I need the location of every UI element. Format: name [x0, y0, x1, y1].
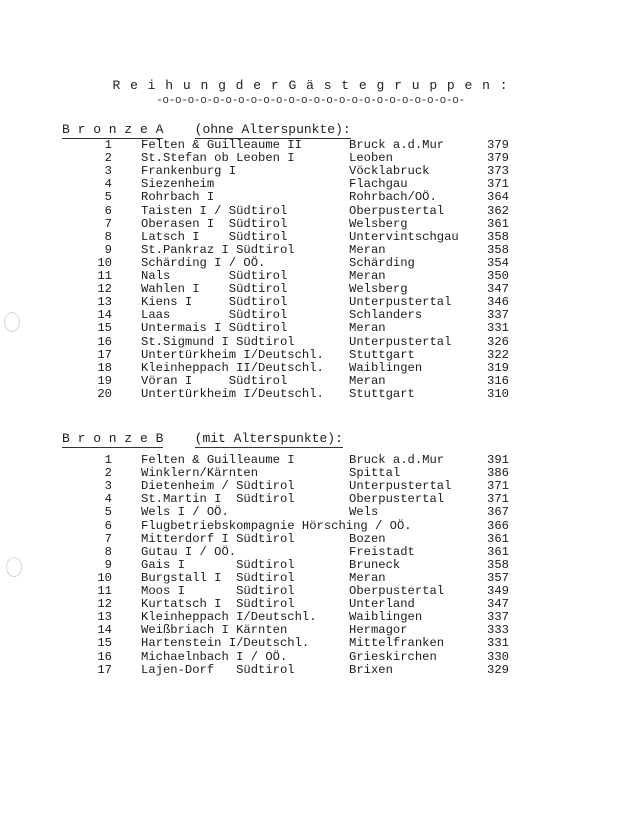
points-cell: 379: [487, 138, 509, 152]
points-cell: 330: [487, 649, 509, 664]
rank-cell: 5: [104, 190, 112, 205]
page-title: R e i h u n g d e r G ä s t e g r u p p e n :: [112, 78, 509, 93]
points-cell: 379: [487, 151, 509, 166]
place-cell: Wels: [349, 505, 379, 520]
rank-cell: 4: [104, 177, 112, 192]
place-cell: Rohrbach/OÖ.: [349, 190, 437, 205]
table-row: [0, 480, 621, 493]
rank-cell: 3: [104, 164, 112, 179]
club-cell: Kiens I Südtirol: [141, 295, 288, 310]
rank-cell: 20: [97, 386, 112, 401]
points-cell: 331: [487, 321, 509, 336]
club-cell: Flugbetriebskompagnie Hörsching / OÖ.: [141, 518, 412, 533]
table-row: [0, 651, 621, 664]
club-cell: Weißbriach I Kärnten: [141, 623, 288, 638]
rank-cell: 9: [104, 557, 112, 572]
points-cell: 316: [487, 373, 509, 388]
rank-cell: 7: [104, 531, 112, 546]
club-cell: St.Martin I Südtirol: [141, 492, 295, 507]
club-cell: St.Sigmund I Südtirol: [141, 334, 295, 349]
club-cell: St.Stefan ob Leoben I: [141, 151, 295, 166]
table-row: [0, 362, 621, 375]
points-cell: 361: [487, 216, 509, 231]
rank-cell: 6: [104, 518, 112, 533]
table-row: [0, 309, 621, 322]
points-cell: 364: [487, 190, 509, 205]
rank-cell: 16: [97, 649, 112, 664]
points-cell: 386: [487, 466, 509, 481]
place-cell: Leoben: [349, 151, 393, 166]
section-heading: [62, 431, 343, 446]
decorative-divider: -o-o-o-o-o-o-o-o-o-o-o-o-o-o-o-o-o-o-o-o-o-o-o-o-: [156, 95, 465, 107]
club-cell: Untertürkheim I/Deutschl.: [141, 386, 324, 401]
club-cell: Mitterdorf I Südtirol: [141, 531, 295, 546]
section-heading: [62, 122, 351, 137]
club-cell: Untertürkheim I/Deutschl.: [141, 347, 324, 362]
club-cell: Burgstall I Südtirol: [141, 570, 295, 585]
rank-cell: 7: [104, 216, 112, 231]
club-cell: Latsch I Südtirol: [141, 229, 288, 244]
rank-cell: 3: [104, 479, 112, 494]
points-cell: 346: [487, 295, 509, 310]
table-row: [0, 572, 621, 585]
place-cell: Mittelfranken: [349, 636, 445, 651]
place-cell: Unterpustertal: [349, 295, 452, 310]
rank-cell: 13: [97, 610, 112, 625]
club-cell: Frankenburg I: [141, 164, 237, 179]
place-cell: Meran: [349, 373, 386, 388]
place-cell: Meran: [349, 321, 386, 336]
rank-cell: 18: [97, 360, 112, 375]
club-cell: Gutau I / OÖ.: [141, 544, 237, 559]
table-row: [0, 283, 621, 296]
table-row: [0, 257, 621, 270]
club-cell: Taisten I / Südtirol: [141, 203, 288, 218]
club-cell: Felten & Guilleaume I: [141, 453, 295, 467]
club-cell: Kleinheppach I/Deutschl.: [141, 610, 317, 625]
rank-cell: 10: [97, 255, 112, 270]
section-heading-label: B r o n z e B: [62, 431, 164, 446]
place-cell: Meran: [349, 570, 386, 585]
place-cell: Schlanders: [349, 308, 423, 323]
table-row: [0, 191, 621, 204]
rank-cell: 13: [97, 295, 112, 310]
table-row: [0, 598, 621, 611]
table-row: [0, 349, 621, 362]
rank-cell: 16: [97, 334, 112, 349]
table-row: [0, 270, 621, 283]
club-cell: Dietenheim / Südtirol: [141, 479, 295, 494]
rank-cell: 15: [97, 321, 112, 336]
points-cell: 362: [487, 203, 509, 218]
points-cell: 319: [487, 360, 509, 375]
club-cell: Gais I Südtirol: [141, 557, 295, 572]
table-row: [0, 559, 621, 572]
table-row: [0, 664, 621, 677]
rank-cell: 6: [104, 203, 112, 218]
rank-cell: 8: [104, 229, 112, 244]
points-cell: 371: [487, 492, 509, 507]
place-cell: Freistadt: [349, 544, 415, 559]
place-cell: Meran: [349, 269, 386, 283]
club-cell: Felten & Guilleaume II: [141, 138, 302, 152]
place-cell: Bruck a.d.Mur: [349, 453, 445, 467]
points-cell: 358: [487, 242, 509, 257]
place-cell: Welsberg: [349, 282, 408, 297]
rank-cell: 1: [104, 453, 112, 467]
table-row: [0, 205, 621, 218]
points-cell: 354: [487, 255, 509, 270]
place-cell: Flachgau: [349, 177, 408, 192]
rank-cell: 2: [104, 151, 112, 166]
rank-cell: 1: [104, 138, 112, 152]
table-row: [0, 506, 621, 519]
table-row: [0, 231, 621, 244]
section-heading-note: (ohne Alterspunkte):: [194, 122, 351, 137]
table-row: [0, 624, 621, 637]
section-heading-note: (mit Alterspunkte):: [194, 431, 343, 446]
rank-cell: 12: [97, 282, 112, 297]
points-cell: 366: [487, 518, 509, 533]
rank-cell: 2: [104, 466, 112, 481]
points-cell: 367: [487, 505, 509, 520]
points-cell: 358: [487, 557, 509, 572]
table-row: [0, 611, 621, 624]
place-cell: Grieskirchen: [349, 649, 437, 664]
club-cell: Laas Südtirol: [141, 308, 288, 323]
points-cell: 322: [487, 347, 509, 362]
rank-cell: 4: [104, 492, 112, 507]
rank-cell: 14: [97, 308, 112, 323]
points-cell: 371: [487, 177, 509, 192]
club-cell: Untermais I Südtirol: [141, 321, 288, 336]
club-cell: Wels I / OÖ.: [141, 505, 229, 520]
rank-cell: 11: [97, 584, 112, 598]
table-row: [0, 139, 621, 152]
place-cell: Bruck a.d.Mur: [349, 138, 445, 152]
club-cell: Michaelnbach I / OÖ.: [141, 649, 288, 664]
table-row: [0, 467, 621, 480]
points-cell: 347: [487, 597, 509, 612]
place-cell: Unterland: [349, 597, 415, 612]
club-cell: St.Pankraz I Südtirol: [141, 242, 295, 257]
rank-cell: 12: [97, 597, 112, 612]
place-cell: Oberpustertal: [349, 492, 445, 507]
place-cell: Meran: [349, 242, 386, 257]
place-cell: Stuttgart: [349, 386, 415, 401]
points-cell: 331: [487, 636, 509, 651]
points-cell: 350: [487, 269, 509, 283]
table-row: [0, 336, 621, 349]
points-cell: 329: [487, 662, 509, 677]
table-row: [0, 388, 621, 401]
place-cell: Vöcklabruck: [349, 164, 430, 179]
table-row: [0, 585, 621, 598]
club-cell: Nals Südtirol: [141, 269, 288, 283]
rank-cell: 11: [97, 269, 112, 283]
place-cell: Brixen: [349, 662, 393, 677]
place-cell: Welsberg: [349, 216, 408, 231]
place-cell: Hermagor: [349, 623, 408, 638]
rank-cell: 17: [97, 347, 112, 362]
place-cell: Unterpustertal: [349, 334, 452, 349]
points-cell: 310: [487, 386, 509, 401]
club-cell: Lajen-Dorf Südtirol: [141, 662, 295, 677]
club-cell: Winklern/Kärnten: [141, 466, 259, 481]
table-row: [0, 244, 621, 257]
place-cell: Waiblingen: [349, 610, 423, 625]
place-cell: Bruneck: [349, 557, 401, 572]
club-cell: Kurtatsch I Südtirol: [141, 597, 295, 612]
place-cell: Oberpustertal: [349, 584, 445, 598]
rank-cell: 19: [97, 373, 112, 388]
place-cell: Schärding: [349, 255, 415, 270]
points-cell: 347: [487, 282, 509, 297]
place-cell: Bozen: [349, 531, 386, 546]
table-row: [0, 454, 621, 467]
points-cell: 333: [487, 623, 509, 638]
points-cell: 349: [487, 584, 509, 598]
rank-cell: 17: [97, 662, 112, 677]
points-cell: 357: [487, 570, 509, 585]
rank-cell: 8: [104, 544, 112, 559]
section-heading-label: B r o n z e A: [62, 122, 164, 137]
table-row: [0, 520, 621, 533]
points-cell: 361: [487, 544, 509, 559]
table-row: [0, 322, 621, 335]
rank-cell: 15: [97, 636, 112, 651]
place-cell: Untervintschgau: [349, 229, 459, 244]
points-cell: 373: [487, 164, 509, 179]
place-cell: Waiblingen: [349, 360, 423, 375]
rank-cell: 14: [97, 623, 112, 638]
place-cell: Oberpustertal: [349, 203, 445, 218]
rank-cell: 10: [97, 570, 112, 585]
table-row: [0, 493, 621, 506]
table-row: [0, 152, 621, 165]
place-cell: Unterpustertal: [349, 479, 452, 494]
club-cell: Schärding I / OÖ.: [141, 255, 266, 270]
points-cell: 358: [487, 229, 509, 244]
club-cell: Moos I Südtirol: [141, 584, 295, 598]
table-row: [0, 546, 621, 559]
table-row: [0, 637, 621, 650]
club-cell: Kleinheppach II/Deutschl.: [141, 360, 324, 375]
points-cell: 337: [487, 308, 509, 323]
place-cell: Spittal: [349, 466, 401, 481]
club-cell: Wahlen I Südtirol: [141, 282, 288, 297]
points-cell: 361: [487, 531, 509, 546]
points-cell: 326: [487, 334, 509, 349]
points-cell: 371: [487, 479, 509, 494]
place-cell: Stuttgart: [349, 347, 415, 362]
table-row: [0, 218, 621, 231]
club-cell: Siezenheim: [141, 177, 215, 192]
table-row: [0, 533, 621, 546]
club-cell: Rohrbach I: [141, 190, 215, 205]
table-row: [0, 296, 621, 309]
points-cell: 391: [487, 453, 509, 467]
table-row: [0, 178, 621, 191]
rank-cell: 5: [104, 505, 112, 520]
club-cell: Oberasen I Südtirol: [141, 216, 288, 231]
club-cell: Hartenstein I/Deutschl.: [141, 636, 310, 651]
table-row: [0, 375, 621, 388]
table-row: [0, 165, 621, 178]
club-cell: Vöran I Südtirol: [141, 373, 288, 388]
rank-cell: 9: [104, 242, 112, 257]
points-cell: 337: [487, 610, 509, 625]
